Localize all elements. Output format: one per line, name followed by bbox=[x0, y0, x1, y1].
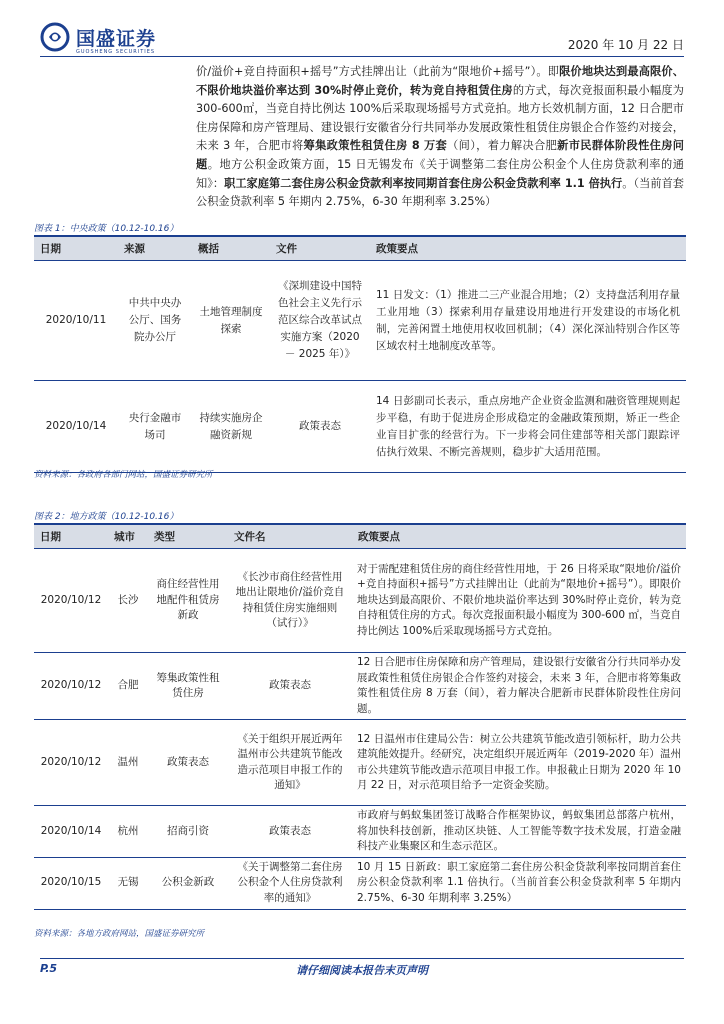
intro-text-2: 的方式，每次竞报面积最小幅度为300-600㎡，当竞自持比例达 100%后采取现场摇号方式竞拍。地方长效机制方面，12 日合肥市住房保障和房产管理局、建设银行安徽省分行共同举办发展政策性租赁住房银企合作签约对接会，未来 3 年，合肥市将 bbox=[196, 83, 684, 153]
cell-type: 筹集政策性租赁住房 bbox=[148, 653, 228, 720]
page-header bbox=[40, 22, 684, 56]
cell-file: 政策表态 bbox=[228, 653, 352, 720]
table-row bbox=[34, 857, 686, 909]
cell-points: 对于需配建租赁住房的商住经营性用地，于 26 日将采取“限地价/溢价+竞自持面积+摇号”方式挂牌出让（此前为“限地价+摇号”）。即限价地块达到最高限价、不限价地块溢价率达到 30%时停止竞价，转为竞自持租赁住房的方式。每次竞报面积最小幅度为 300-600 ㎡，当竞自持比例达 100%后采取现场摇号方式竞拍。 bbox=[352, 549, 686, 653]
cell-source: 中共中央办公厅、国务院办公厅 bbox=[118, 261, 192, 381]
table1-source: 资料来源：各政府各部门网站，国盛证券研究所 bbox=[34, 470, 213, 480]
header-divider bbox=[40, 56, 684, 57]
table-row bbox=[34, 806, 686, 858]
cell-source: 央行金融市场司 bbox=[118, 381, 192, 473]
cell-summary: 持续实施房企融资新规 bbox=[192, 381, 270, 473]
page-number: P.5 bbox=[40, 962, 58, 975]
table-header-row bbox=[34, 524, 686, 549]
table-header-row bbox=[34, 236, 686, 261]
cell-summary: 土地管理制度探索 bbox=[192, 261, 270, 381]
cell-date: 2020/10/14 bbox=[34, 381, 118, 473]
table-row bbox=[34, 653, 686, 720]
cell-points: 市政府与蚂蚁集团签订战略合作框架协议，蚂蚁集团总部落户杭州，将加快科技创新，推动区块链、人工智能等数字技术发展，打造金融科技产业集聚区和生态示范区。 bbox=[352, 806, 686, 858]
company-logo bbox=[40, 22, 156, 52]
cell-points: 12 日合肥市住房保障和房产管理局，建设银行安徽省分行共同举办发展政策性租赁住房银企合作签约对接会，未来 3 年，合肥市将筹集政策性租赁住房 8 万套（间），着力解决合肥新市民群体阶段性住房问题。 bbox=[352, 653, 686, 720]
intro-bold-3: 新市民群体阶段性住房问题 bbox=[196, 139, 684, 171]
cell-date: 2020/10/15 bbox=[34, 857, 108, 909]
cell-points: 12 日温州市住建局公告：树立公共建筑节能改造引领标杆，助力公共建筑能效提升。经研究，决定组织开展近两年（2019-2020 年）温州市公共建筑节能改造示范项目申报工作。申报截止日期为 2020 年 10 月 22 日，对示范项目给予一定资金奖励。 bbox=[352, 720, 686, 806]
intro-text-1: 价/溢价+竞自持面积+摇号”方式挂牌出让（此前为“限地价+摇号”）。即 bbox=[196, 65, 560, 78]
table-row bbox=[34, 261, 686, 381]
intro-paragraph bbox=[196, 63, 684, 212]
cell-points: 10 月 15 日新政：职工家庭第二套住房公积金贷款利率按同期首套住房公积金贷款利率 1.1 倍执行。（当前首套公积金贷款利率 5 年期内 2.75%、6-30 年期利率 3.25%） bbox=[352, 857, 686, 909]
column-header: 文件名 bbox=[228, 524, 352, 549]
cell-file: 《关于组织开展近两年温州市公共建筑节能改造示范项目申报工作的通知》 bbox=[228, 720, 352, 806]
cell-type: 招商引资 bbox=[148, 806, 228, 858]
cell-file: 《长沙市商住经营性用地出让限地价/溢价竞自持租赁住房实施细则（试行）》 bbox=[228, 549, 352, 653]
table-row bbox=[34, 720, 686, 806]
column-header: 日期 bbox=[34, 236, 118, 261]
column-header: 文件 bbox=[270, 236, 370, 261]
cell-file: 《深圳建设中国特色社会主义先行示范区综合改革试点实施方案（2020 － 2025 年）》 bbox=[270, 261, 370, 381]
cell-type: 政策表态 bbox=[148, 720, 228, 806]
cell-date: 2020/10/14 bbox=[34, 806, 108, 858]
cell-date: 2020/10/11 bbox=[34, 261, 118, 381]
local-policy-table bbox=[34, 523, 686, 910]
central-policy-table bbox=[34, 235, 686, 473]
cell-points: 14 日彭副司长表示，重点房地产企业资金监测和融资管理规则起步平稳，有助于促进房企形成稳定的金融政策预期，矫正一些企业盲目扩张的经营行为。下一步将会同住建部等相关部门跟踪评估执行效果、不断完善规则，稳步扩大适用范围。 bbox=[370, 381, 686, 473]
logo-subtitle: GUOSHENG SECURITIES bbox=[76, 49, 156, 55]
table-row bbox=[34, 549, 686, 653]
cell-city: 温州 bbox=[108, 720, 148, 806]
cell-file: 政策表态 bbox=[228, 806, 352, 858]
disclaimer-text: 请仔细阅读本报告末页声明 bbox=[296, 964, 428, 977]
cell-city: 合肥 bbox=[108, 653, 148, 720]
intro-bold-2: 筹集政策性租赁住房 8 万套 bbox=[303, 139, 448, 153]
table1-title: 图表 1：中央政策（10.12-10.16） bbox=[34, 224, 179, 234]
cell-date: 2020/10/12 bbox=[34, 653, 108, 720]
cell-type: 商住经营性用地配件租赁房新政 bbox=[148, 549, 228, 653]
table2-title: 图表 2：地方政策（10.12-10.16） bbox=[34, 512, 179, 522]
guosheng-logo-icon bbox=[40, 22, 70, 52]
table-row bbox=[34, 381, 686, 473]
intro-bold-4: 职工家庭第二套住房公积金贷款利率按同期首套住房公积金贷款利率 1.1 倍执行 bbox=[224, 176, 623, 190]
intro-text-5: 。（当前首套公积金贷款利率 5 年期内 2.75%，6-30 年期利率 3.25%） bbox=[196, 176, 684, 209]
footer-divider bbox=[40, 958, 684, 959]
intro-text-4: 。地方公积金政策方面，15 日无锡发布《关于调整第二套住房公积金个人住房贷款利率的通知》： bbox=[196, 157, 684, 190]
cell-file: 《关于调整第二套住房公积金个人住房贷款利率的通知》 bbox=[228, 857, 352, 909]
logo-text: 国盛证券 bbox=[76, 27, 157, 50]
column-header: 日期 bbox=[34, 524, 108, 549]
cell-file: 政策表态 bbox=[270, 381, 370, 473]
cell-date: 2020/10/12 bbox=[34, 720, 108, 806]
cell-date: 2020/10/12 bbox=[34, 549, 108, 653]
column-header: 来源 bbox=[118, 236, 192, 261]
cell-city: 杭州 bbox=[108, 806, 148, 858]
cell-points: 11 日发文：（1）推进二三产业混合用地；（2）支持盘活利用存量工业用地（3）探索利用存量建设用地进行开发建设的市场化机制，完善闲置土地使用权收回机制；（4）深化深汕特别合作区等区域农村土地制度改革等。 bbox=[370, 261, 686, 381]
intro-text-3: （间），着力解决合肥 bbox=[447, 139, 558, 153]
report-date: 2020 年 10 月 22 日 bbox=[567, 38, 684, 52]
column-header: 政策要点 bbox=[370, 236, 686, 261]
cell-city: 无锡 bbox=[108, 857, 148, 909]
cell-type: 公积金新政 bbox=[148, 857, 228, 909]
column-header: 政策要点 bbox=[352, 524, 686, 549]
column-header: 概括 bbox=[192, 236, 270, 261]
table2-source: 资料来源：各地方政府网站，国盛证券研究所 bbox=[34, 929, 205, 939]
cell-city: 长沙 bbox=[108, 549, 148, 653]
column-header: 城市 bbox=[108, 524, 148, 549]
intro-bold-1: 限价地块达到最高限价、不限价地块溢价率达到 30%时停止竞价，转为竞自持租赁住房 bbox=[196, 65, 684, 97]
column-header: 类型 bbox=[148, 524, 228, 549]
